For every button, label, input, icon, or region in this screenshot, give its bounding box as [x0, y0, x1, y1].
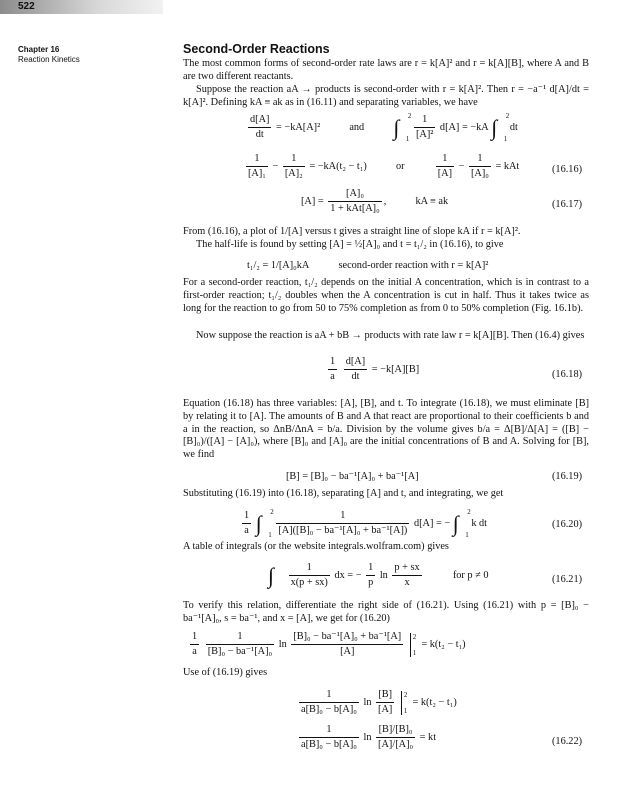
equation-rate-law: $\frac{d[A]}{dt}$ = −kA[A]² and ∫ 2 1 $\frac{1}{\text{[A]²}}$ d[A] = −kA ∫ 2 1 dt: [250, 111, 518, 143]
paragraph: To verify this relation, differentiate the right side of (16.21). Using (16.21) with p = [B]₀ − ba⁻¹[A]₀, s = ba⁻¹, and x = [A], we get for (16.20): [183, 600, 589, 624]
paragraph: For a second-order reaction, t₁/₂ depends on the initial A concentration, which is in contrast to a first-order reaction; t₁/₂ doubles when the A concentration is cut in half. Thus it takes twice as long for the reaction to go from 50 to 75% completion as from 0 to 50% completion (Fig. 16.1b).: [183, 277, 589, 314]
integral-sign: ∫ 2 1: [255, 507, 274, 539]
page-number: 522: [18, 1, 35, 12]
paragraph: Suppose the reaction aA → products is second-order with r = k[A]². Then r = −a⁻¹ d[A]/dt = k[A]². Defining kA ≡ ak as in (16.11) and separating variables, we have: [183, 84, 589, 108]
paragraph: From (16.16), a plot of 1/[A] versus t gives a straight line of slope kA if r = k[A]².: [183, 226, 521, 237]
equation-number: (16.22): [552, 736, 583, 747]
paragraph: Now suppose the reaction is aA + bB → products with rate law r = k[A][B]. Then (16.4) gives: [196, 330, 585, 341]
equation-16-20: $\frac{1}{a}$ ∫ 2 1 $\frac{1}{\text{[A]([B]₀ − ba⁻¹[A]₀ + ba⁻¹[A])}}$ d[A] = − ∫ 2 1 k dt: [244, 507, 488, 539]
equation-number: (16.16): [552, 164, 583, 175]
paragraph: Use of (16.19) gives: [183, 667, 268, 678]
paragraph: The half-life is found by setting [A] = ½[A]₀ and t = t₁/₂ in (16.16), to give: [196, 239, 504, 250]
chapter-title: Reaction Kinetics: [18, 55, 80, 64]
equation-16-16: $\frac{1}{\text{[A]₁}}$ − $\frac{1}{\text{[A]₂}}$ = −kA(t₂ − t₁) or $\frac{1}{[A]}$ − $\frac{1}{\text{[A]₀}}$ = kAt: [248, 153, 520, 179]
equation-number: (16.17): [552, 199, 583, 210]
equation-16-18: $\frac{1}{a}$ $\frac{d[A]}{dt}$ = −k[A][B]: [330, 356, 420, 382]
equation-number: (16.20): [552, 519, 583, 530]
integral-sign: ∫: [268, 562, 275, 588]
equation-16-17: [A] = $\frac{\text{[A]₀}}{\text{1 + kAt[A]₀}}$ , kA ≡ ak: [301, 188, 449, 214]
chapter-label: Chapter 16: [18, 45, 60, 54]
paragraph: The most common forms of second-order rate laws are r = k[A]² and r = k[A][B], where A and B are two different reactants.: [183, 58, 589, 82]
section-title: Second-Order Reactions: [183, 42, 330, 56]
equation-16-21: ∫ $\frac{1}{x(p + sx)}$ dx = − $\frac{1}{p}$ ln $\frac{p + sx}{x}$ for p ≠ 0: [268, 562, 489, 588]
integral-sign: ∫ 2 1: [491, 111, 510, 143]
equation-number: (16.19): [552, 471, 583, 482]
paragraph: Substituting (16.19) into (16.18), separating [A] and t, and integrating, we get: [183, 488, 504, 499]
equation-verify: $\frac{1}{a}$ $\frac{1}{\text{[B]₀ − ba⁻¹[A]₀}}$ ln $\frac{\text{[B]₀ − ba⁻¹[A]₀ + ba⁻¹[A]}}{[A]}$ 2 1 = k(t₂ − t₁): [192, 631, 466, 657]
equation-16-22: $\frac{1}{\text{a[B]₀ − b[A]₀}}$ ln $\frac{\text{[B]/[B]₀}}{\text{[A]/[A]₀}}$ = kt: [301, 724, 437, 750]
integral-sign: ∫ 2 1: [452, 507, 471, 539]
paragraph: Equation (16.18) has three variables: [A], [B], and t. To integrate (16.18), we must eliminate [B] by relating it to [A]. The amounts of B and A that react are proportional to their coefficients b and a in the reaction, so ΔnB/ΔnA = b/a. Division by the volume gives b/a = Δ[B]/Δ[A] = ([B] − [B]₀)/([A] − [A]₀), where [B]₀ and [A]₀ are the initial concentrations of B and A. Solving for [B], we find: [183, 398, 589, 461]
equation-number: (16.21): [552, 574, 583, 585]
equation-intermediate: $\frac{1}{\text{a[B]₀ − b[A]₀}}$ ln $\frac{[B]}{[A]}$ 2 1 = k(t₂ − t₁): [301, 689, 457, 715]
equation-half-life: t₁/₂ = 1/[A]₀kA second-order reaction with r = k[A]²: [247, 260, 489, 271]
equation-number: (16.18): [552, 369, 583, 380]
paragraph: A table of integrals (or the website integrals.wolfram.com) gives: [183, 541, 449, 552]
equation-16-19: [B] = [B]₀ − ba⁻¹[A]₀ + ba⁻¹[A]: [286, 471, 419, 482]
integral-sign: ∫ 2 1: [393, 111, 412, 143]
